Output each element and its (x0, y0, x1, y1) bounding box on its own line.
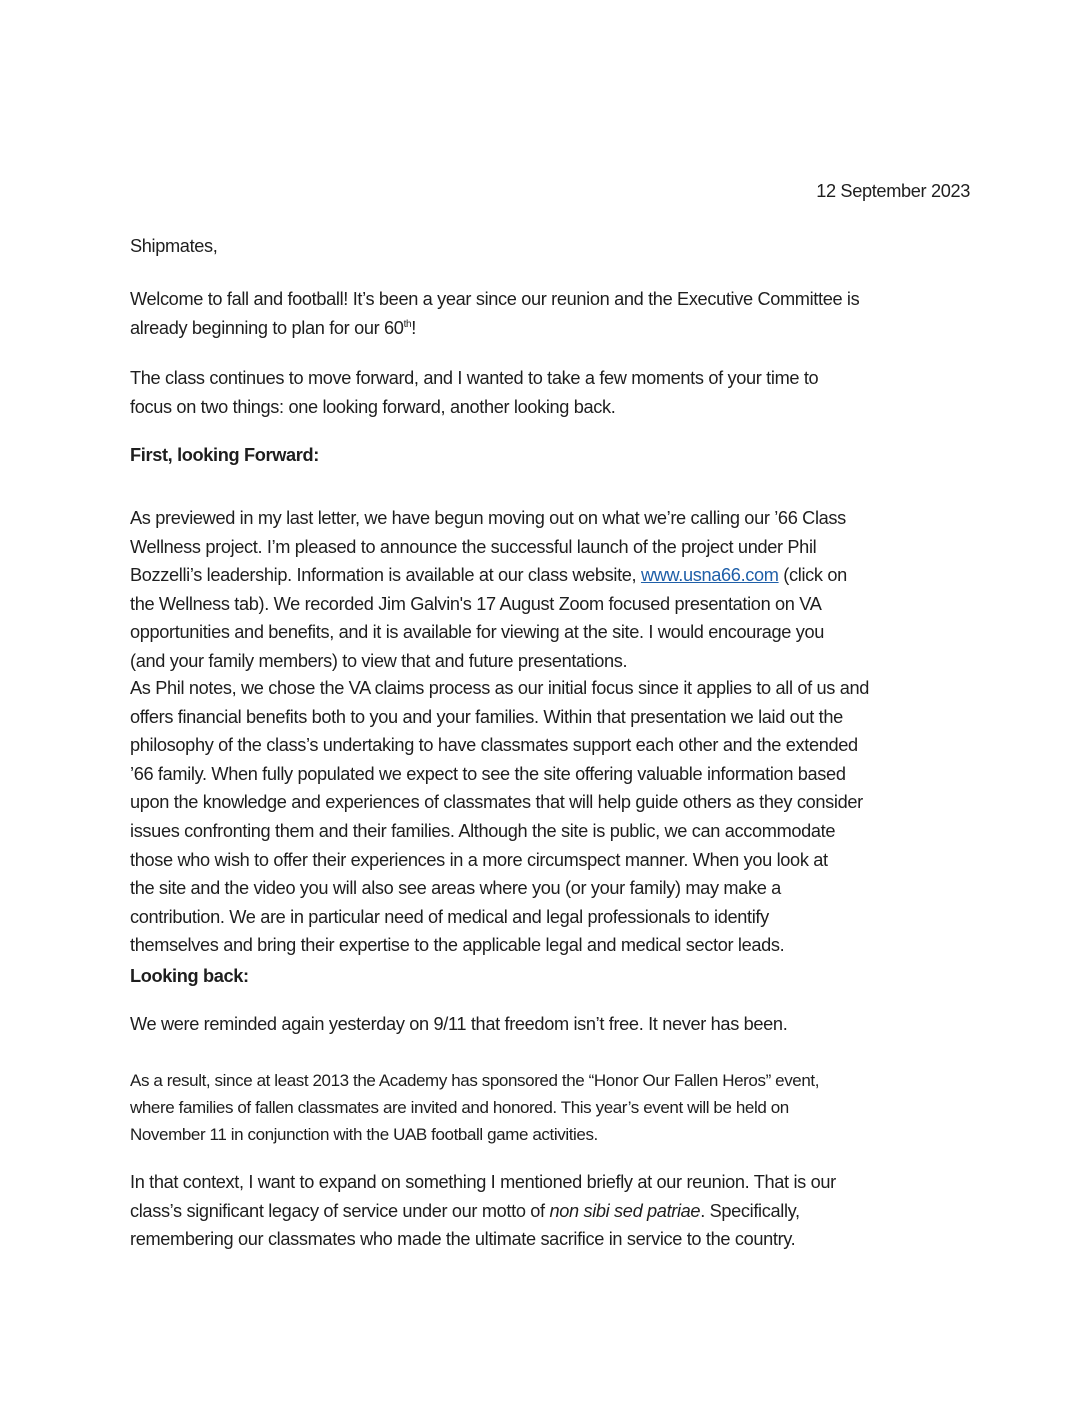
ordinal-suffix: th (403, 318, 412, 330)
paragraph-line: upon the knowledge and experiences of classmates that will help guide others as they consider (130, 792, 863, 813)
paragraph-line: contribution. We are in particular need of medical and legal professionals to identify (130, 906, 769, 927)
paragraph-line: remembering our classmates who made the ultimate sacrifice in service to the country. (130, 1229, 796, 1250)
paragraph-text: . Specifically, (700, 1200, 800, 1221)
legacy-paragraph (130, 1168, 970, 1254)
paragraph-line: Wellness project. I’m pleased to announce the successful launch of the project under Phil (130, 536, 817, 557)
salutation: Shipmates, (130, 236, 218, 256)
paragraph-line: The class continues to move forward, and I wanted to take a few moments of your time to (130, 368, 819, 388)
va-claims-paragraph (130, 674, 970, 960)
paragraph-line: opportunities and benefits, and it is available for viewing at the site. I would encourage you (130, 622, 825, 643)
heading-looking-forward: First, looking Forward: (130, 445, 319, 465)
paragraph-line (130, 1197, 970, 1226)
paragraph-line: As previewed in my last letter, we have begun moving out on what we’re calling our ’66 Class (130, 508, 846, 528)
intro-line: Welcome to fall and football! It’s been a year since our reunion and the Executive Committee is (130, 289, 860, 309)
paragraph-line: offers financial benefits both to you and your families. Within that presentation we laid out the (130, 706, 843, 727)
motto: non sibi sed patriae (549, 1200, 701, 1221)
paragraph-line: ’66 family. When fully populated we expect to see the site offering valuable information based (130, 763, 846, 784)
fallen-heros-paragraph (130, 1067, 970, 1148)
letter-date: 12 September 2023 (816, 181, 970, 201)
focus-paragraph (130, 364, 970, 421)
paragraph-line: issues confronting them and their families. Although the site is public, we can accommodate (130, 820, 836, 841)
paragraph-line: where families of fallen classmates are invited and honored. This year’s event will be held on (130, 1098, 789, 1117)
paragraph-line (130, 561, 970, 590)
paragraph-line: themselves and bring their expertise to the applicable legal and medical sector leads. (130, 935, 785, 956)
paragraph-line: the Wellness tab). We recorded Jim Galvin's 17 August Zoom focused presentation on VA (130, 593, 822, 614)
freedom-paragraph (130, 1010, 970, 1039)
paragraph-line: focus on two things: one looking forward, another looking back. (130, 396, 616, 417)
intro-text: already beginning to plan for our 60 (130, 317, 404, 338)
paragraph-line: the site and the video you will also see areas where you (or your family) may make a (130, 878, 781, 899)
paragraph-line: (and your family members) to view that and future presentations. (130, 650, 628, 671)
intro-text: ! (411, 317, 416, 338)
paragraph-text: Bozzelli’s leadership. Information is available at our class website, (130, 565, 641, 586)
intro-line (130, 314, 970, 343)
paragraph-text: (click on (778, 565, 847, 586)
paragraph-line: those who wish to offer their experiences in a more circumspect manner. When you look at (130, 849, 828, 870)
paragraph-line: As a result, since at least 2013 the Academy has sponsored the “Honor Our Fallen Heros” event, (130, 1071, 820, 1090)
class-website-link[interactable]: www.usna66.com (640, 565, 779, 586)
wellness-paragraph (130, 504, 970, 676)
paragraph-line: November 11 in conjunction with the UAB football game activities. (130, 1125, 598, 1144)
paragraph-line: In that context, I want to expand on something I mentioned briefly at our reunion. That is our (130, 1172, 836, 1192)
heading-looking-back: Looking back: (130, 966, 249, 986)
paragraph-text: class’s significant legacy of service under our motto of (130, 1200, 550, 1221)
intro-paragraph (130, 285, 970, 342)
paragraph-line: philosophy of the class’s undertaking to have classmates support each other and the extended (130, 735, 858, 756)
paragraph-line: As Phil notes, we chose the VA claims process as our initial focus since it applies to all of us and (130, 678, 870, 698)
paragraph-line: We were reminded again yesterday on 9/11 that freedom isn’t free. It never has been. (130, 1014, 788, 1034)
